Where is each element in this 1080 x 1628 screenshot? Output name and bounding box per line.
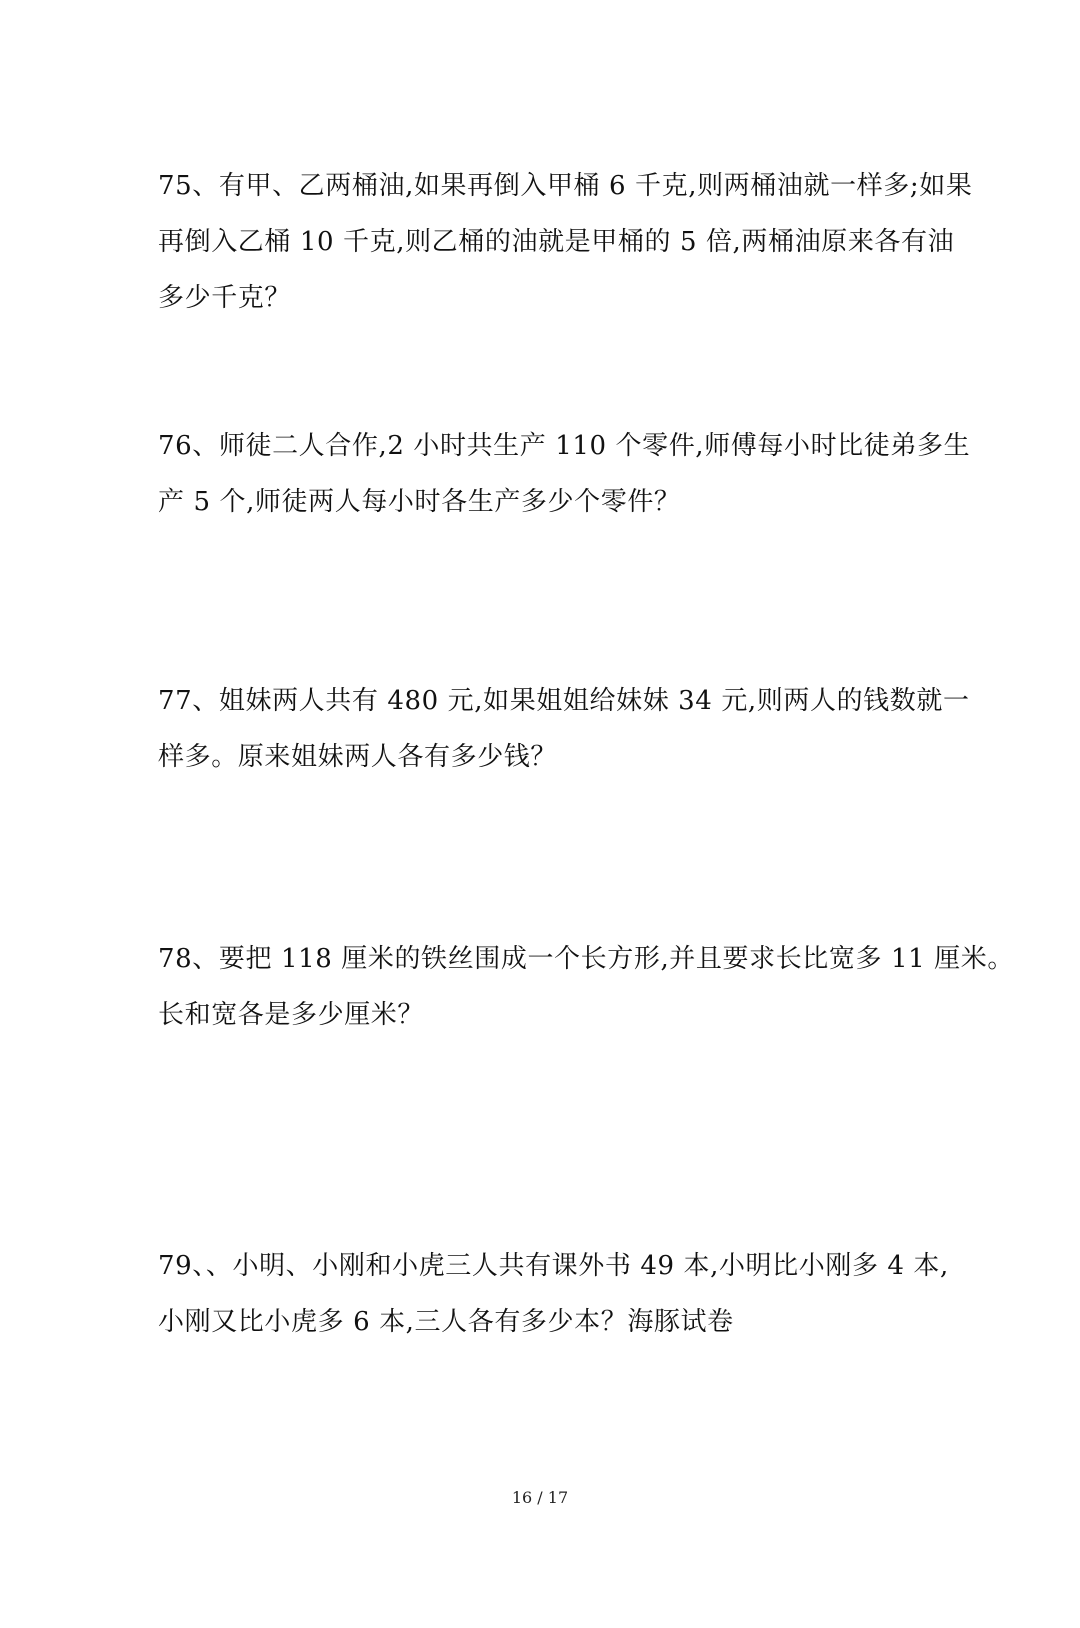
- problem-76-line-2: 产 5 个,师徒两人每小时各生产多少个零件？: [158, 487, 681, 517]
- problem-75-line-1: 75、有甲、乙两桶油,如果再倒入甲桶 6 千克,则两桶油就一样多;如果: [158, 171, 973, 201]
- page-number: 16 / 17: [511, 1488, 569, 1507]
- problem-78: [158, 931, 1014, 1043]
- problem-77: [158, 673, 970, 785]
- problem-79-line-2: 小刚又比小虎多 6 本,三人各有多少本？海豚试卷: [158, 1307, 734, 1337]
- problem-77-line-1: 77、姐妹两人共有 480 元,如果姐姐给妹妹 34 元,则两人的钱数就一: [158, 686, 970, 716]
- problem-77-line-2: 样多。原来姐妹两人各有多少钱？: [158, 742, 558, 772]
- problem-76: [158, 418, 971, 530]
- problem-76-line-1: 76、师徒二人合作,2 小时共生产 110 个零件,师傅每小时比徒弟多生: [158, 431, 971, 461]
- problem-75-line-3: 多少千克？: [158, 283, 292, 313]
- problem-79: [158, 1238, 958, 1350]
- problem-78-line-2: 长和宽各是多少厘米？: [158, 1000, 425, 1030]
- problem-75: [158, 158, 973, 326]
- problem-79-line-1: 79、、小明、小刚和小虎三人共有课外书 49 本,小明比小刚多 4 本,: [158, 1251, 949, 1281]
- problem-75-line-2: 再倒入乙桶 10 千克,则乙桶的油就是甲桶的 5 倍,两桶油原来各有油: [158, 227, 955, 257]
- problem-78-line-1: 78、要把 118 厘米的铁丝围成一个长方形,并且要求长比宽多 11 厘米。: [158, 944, 1014, 974]
